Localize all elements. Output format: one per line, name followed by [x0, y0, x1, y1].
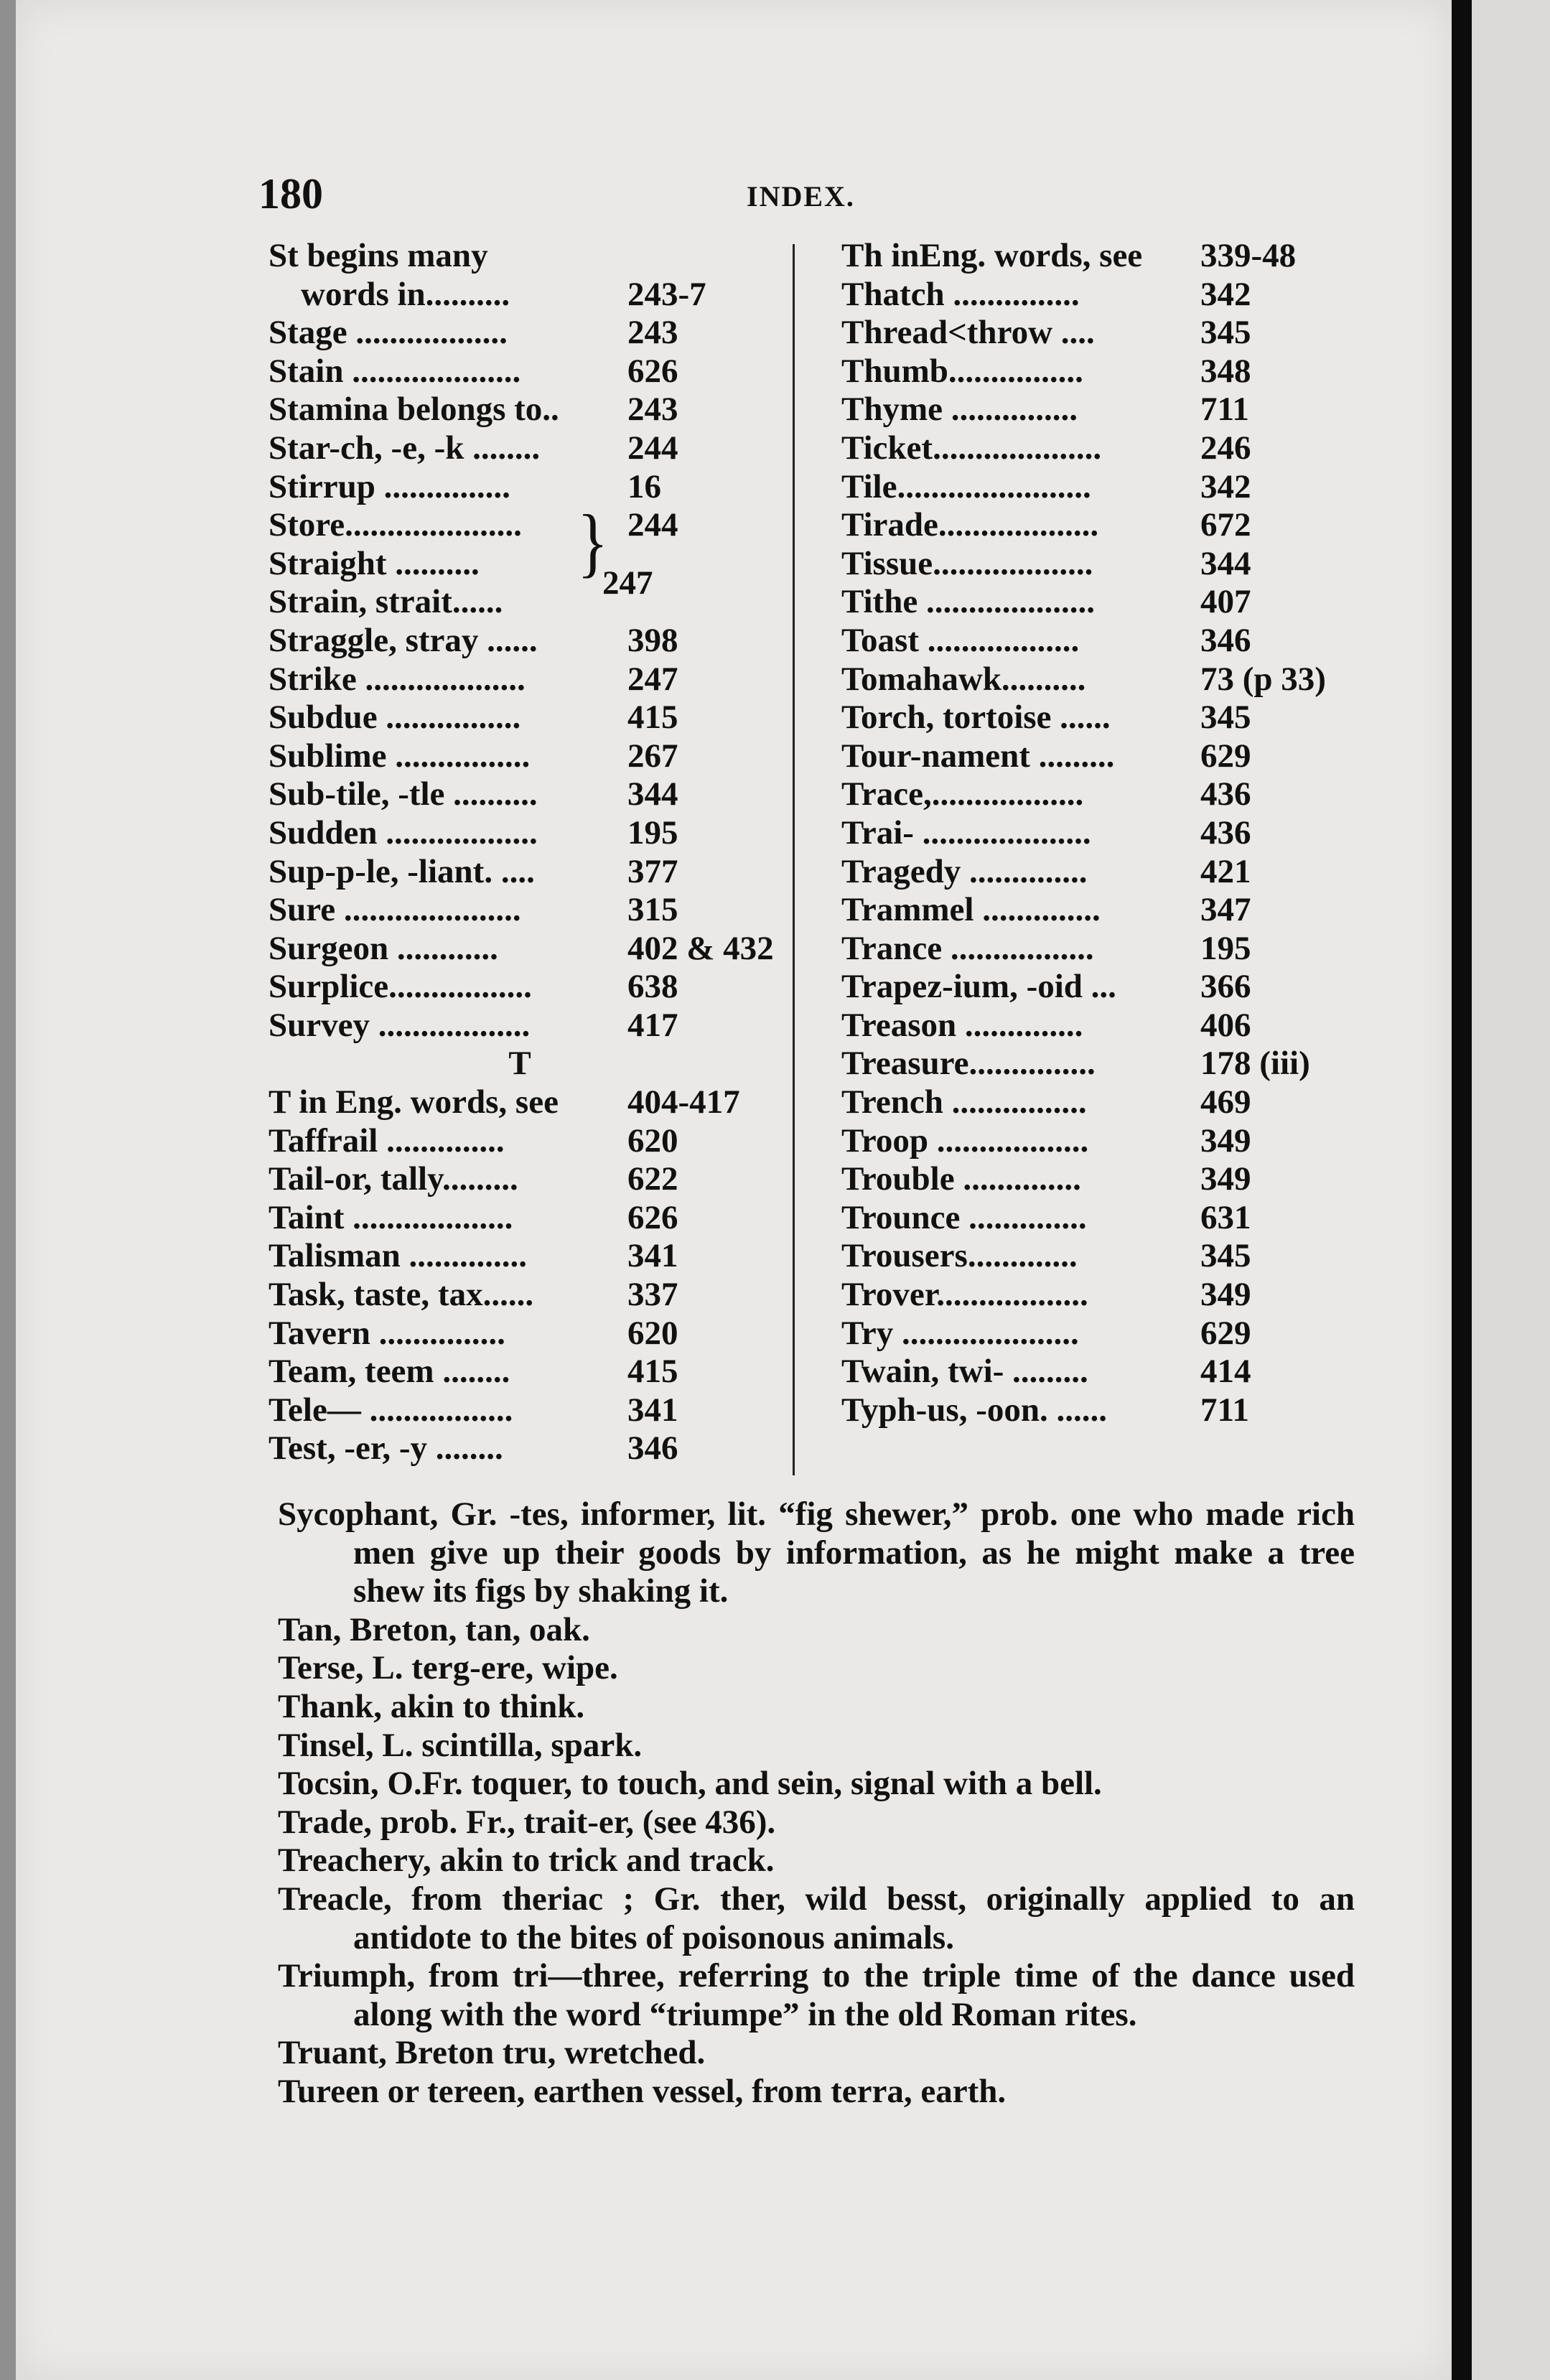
index-entry — [841, 699, 1358, 737]
index-term: Straight .......... — [269, 544, 480, 582]
note-paragraph: Tinsel, L. scintilla, spark. — [278, 1726, 643, 1764]
index-entry — [841, 1007, 1358, 1045]
index-term: Twain, twi- ......... — [841, 1353, 1088, 1391]
index-term: Test, -er, -y ........ — [269, 1429, 503, 1467]
index-page-ref: 417 — [627, 1006, 678, 1044]
index-page-ref: 342 — [1200, 275, 1251, 313]
index-page-ref: 349 — [1200, 1160, 1251, 1198]
running-title: INDEX. — [747, 180, 855, 213]
index-page-ref: 348 — [1200, 352, 1251, 390]
index-entry — [841, 276, 1358, 314]
index-entry — [269, 1007, 771, 1045]
index-entry — [269, 775, 771, 814]
index-entry — [269, 314, 771, 353]
index-entry — [269, 853, 771, 892]
page-number: 180 — [258, 170, 323, 218]
index-page-ref: 622 — [627, 1160, 678, 1198]
index-entry — [269, 391, 771, 429]
index-term: Torch, tortoise ...... — [841, 699, 1111, 737]
index-entry — [841, 583, 1358, 622]
index-page-ref: 629 — [1200, 737, 1251, 775]
index-entry — [841, 891, 1358, 930]
index-page-ref: 620 — [627, 1314, 678, 1352]
index-entry — [269, 661, 771, 699]
index-entry — [269, 468, 771, 507]
note-paragraph: Triumph, from tri—three, referring to the triple time of the dance used along with the word “triumpe” in the old Roman rites. — [278, 1957, 1355, 2033]
index-page-ref: 246 — [1200, 429, 1251, 467]
index-page-ref: 341 — [627, 1391, 678, 1429]
index-term: Treasure............... — [841, 1045, 1096, 1083]
index-page-ref: 377 — [627, 852, 678, 890]
index-term: Sup-p-le, -liant. .... — [269, 852, 535, 890]
index-entry — [269, 583, 771, 622]
index-term: Tile....................... — [841, 467, 1091, 505]
index-entry — [841, 314, 1358, 353]
index-entry — [841, 1315, 1358, 1353]
index-term: Sure ..................... — [269, 891, 521, 929]
index-page-ref: 247 — [602, 564, 653, 602]
index-term: Team, teem ........ — [269, 1353, 510, 1391]
index-page-ref: 178 (iii) — [1200, 1045, 1310, 1083]
index-term: Store..................... — [269, 506, 522, 544]
index-term: Trouble .............. — [841, 1160, 1081, 1198]
index-entry — [841, 237, 1358, 276]
index-page-ref: 404-417 — [627, 1083, 740, 1121]
index-entry — [269, 1045, 771, 1083]
index-page-ref: 672 — [1200, 506, 1251, 544]
index-entry — [269, 353, 771, 391]
index-term: words in.......... — [301, 275, 510, 313]
index-page-ref: 337 — [627, 1276, 678, 1314]
index-page-ref: 16 — [627, 467, 661, 505]
index-page-ref: 415 — [627, 1353, 678, 1391]
index-entry — [841, 814, 1358, 853]
index-entry — [269, 1160, 771, 1199]
index-page-ref: 244 — [627, 506, 678, 544]
index-term: Strain, strait...... — [269, 583, 503, 621]
index-entry — [841, 775, 1358, 814]
index-term: Treason .............. — [841, 1006, 1083, 1044]
index-page-ref: 247 — [627, 660, 678, 698]
index-entry — [269, 699, 771, 737]
index-page-ref: 436 — [1200, 775, 1251, 813]
index-page-ref: 243 — [627, 391, 678, 429]
index-term: Taint ................... — [269, 1198, 513, 1236]
index-term: Tele— ................. — [269, 1391, 513, 1429]
index-term: Straggle, stray ...... — [269, 621, 538, 659]
index-entry — [841, 429, 1358, 468]
index-page-ref: 344 — [627, 775, 678, 813]
index-term: Tragedy .............. — [841, 852, 1088, 890]
index-term: Stain .................... — [269, 352, 521, 390]
index-entry — [269, 929, 774, 969]
index-page-ref: 345 — [1200, 1237, 1251, 1275]
index-page-ref: 638 — [627, 968, 678, 1006]
index-term: Strike ................... — [269, 660, 526, 698]
index-page-ref: 421 — [1200, 852, 1251, 890]
index-term: Trench ................ — [841, 1083, 1087, 1121]
index-entry — [269, 968, 771, 1007]
index-page-ref: 415 — [627, 699, 678, 737]
index-term: Trapez-ium, -oid ... — [841, 968, 1116, 1006]
index-page-ref: 347 — [1200, 891, 1251, 929]
index-term: Task, taste, tax...... — [269, 1276, 534, 1314]
index-entry — [841, 661, 1358, 699]
index-entry — [269, 1429, 771, 1468]
index-page-ref: 631 — [1200, 1198, 1251, 1236]
index-entry — [841, 391, 1358, 429]
etymology-notes — [278, 1495, 1355, 2111]
index-page-ref: 349 — [1200, 1276, 1251, 1314]
index-term: Talisman .............. — [269, 1237, 527, 1275]
note-paragraph: Treacle, from theriac ; Gr. ther, wild besst, originally applied to an antidote to the bites of poisonous animals. — [278, 1880, 1355, 1956]
index-page-ref: 345 — [1200, 699, 1251, 737]
index-term: Toast .................. — [841, 621, 1080, 659]
index-term: Trance ................. — [841, 929, 1094, 967]
index-term: Tirade................... — [841, 506, 1099, 544]
index-page-ref: 626 — [627, 1198, 678, 1236]
index-column-right — [841, 237, 1358, 1429]
index-entry — [269, 1353, 771, 1391]
index-term: Sudden .................. — [269, 813, 538, 851]
index-page-ref: 346 — [1200, 621, 1251, 659]
index-page-ref: 711 — [1200, 391, 1249, 429]
index-term: Surgeon ............ — [269, 929, 498, 967]
index-page-ref: 346 — [627, 1429, 678, 1467]
index-term: Trover.................. — [841, 1276, 1088, 1314]
index-entry — [841, 1083, 1358, 1122]
index-entry — [841, 1276, 1358, 1315]
index-entry — [269, 891, 771, 930]
index-entry — [269, 737, 771, 776]
index-entry — [269, 1391, 771, 1430]
note-paragraph: Sycophant, Gr. -tes, informer, lit. “fig shewer,” prob. one who made rich men give up their goods by information, as he might make a tree shew its figs by shaking it. — [278, 1495, 1355, 1610]
index-entry — [269, 1315, 771, 1353]
index-page-ref: 73 (p 33) — [1200, 660, 1326, 698]
note-paragraph: Tan, Breton, tan, oak. — [278, 1610, 590, 1648]
index-entry — [269, 429, 771, 468]
index-page-ref: 629 — [1200, 1314, 1251, 1352]
index-term: Tissue................... — [841, 544, 1093, 582]
index-page-ref: 341 — [627, 1237, 678, 1275]
column-divider — [793, 244, 795, 1475]
index-entry — [841, 1122, 1358, 1161]
index-entry — [269, 237, 771, 276]
note-paragraph: Trade, prob. Fr., trait-er, (see 436). — [278, 1803, 776, 1841]
index-term: Tour-nament ......... — [841, 737, 1115, 775]
index-page-ref: 344 — [1200, 544, 1251, 582]
index-term: Subdue ................ — [269, 699, 521, 737]
index-entry — [269, 506, 771, 545]
index-entry — [841, 353, 1358, 391]
index-term: T — [508, 1045, 531, 1083]
index-term: Tomahawk.......... — [841, 660, 1086, 698]
note-paragraph: Tureen or tereen, earthen vessel, from terra, earth. — [278, 2072, 1007, 2110]
index-entry — [269, 276, 771, 314]
index-entry — [269, 1237, 771, 1276]
index-term: Stirrup ............... — [269, 467, 510, 505]
index-entry — [841, 1199, 1358, 1238]
index-term: Sub-tile, -tle .......... — [269, 775, 538, 813]
index-entry — [841, 545, 1358, 584]
note-paragraph: Truant, Breton tru, wretched. — [278, 2034, 706, 2072]
index-term: Trounce .............. — [841, 1198, 1087, 1236]
index-entry — [841, 853, 1358, 892]
index-term: Trace,.................. — [841, 775, 1084, 813]
index-term: Taffrail .............. — [269, 1121, 505, 1159]
index-page-ref: 349 — [1200, 1121, 1251, 1159]
index-entry — [841, 930, 1358, 969]
index-term: Sublime ................ — [269, 737, 531, 775]
index-term: Typh-us, -oon. ...... — [841, 1391, 1108, 1429]
index-term: Th inEng. words, see — [841, 237, 1143, 274]
index-page-ref: 414 — [1200, 1353, 1251, 1391]
index-entry — [841, 622, 1358, 661]
index-page-ref: 345 — [1200, 314, 1251, 352]
index-page-ref: 244 — [627, 429, 678, 467]
index-page-ref: 366 — [1200, 968, 1251, 1006]
index-term: Stage .................. — [269, 314, 508, 352]
index-term: Tithe .................... — [841, 583, 1095, 621]
index-column-left — [269, 237, 774, 1468]
index-term: Surplice................. — [269, 968, 532, 1006]
index-page-ref: 398 — [627, 621, 678, 659]
index-page-ref: 436 — [1200, 813, 1251, 851]
index-entry — [841, 737, 1358, 776]
index-page-ref: 626 — [627, 352, 678, 390]
index-term: Trammel .............. — [841, 891, 1101, 929]
index-term: Try ..................... — [841, 1314, 1079, 1352]
index-page-ref: 315 — [627, 891, 678, 929]
index-term: Tail-or, tally......... — [269, 1160, 518, 1198]
index-entry — [269, 1199, 771, 1238]
index-term: Thatch ............... — [841, 275, 1080, 313]
index-entry — [841, 1237, 1358, 1276]
index-term: Star-ch, -e, -k ........ — [269, 429, 541, 467]
grouping-brace: } — [577, 499, 609, 585]
note-paragraph: Treachery, akin to trick and track. — [278, 1842, 775, 1880]
index-entry — [841, 506, 1358, 545]
index-page-ref: 407 — [1200, 583, 1251, 621]
index-term: Stamina belongs to.. — [269, 391, 559, 429]
index-page-ref: 243 — [627, 314, 678, 352]
index-term: Survey .................. — [269, 1006, 531, 1044]
book-page — [16, 0, 1452, 2380]
index-entry — [841, 968, 1358, 1007]
index-term: Thread<throw .... — [841, 314, 1095, 352]
index-term: Tavern ............... — [269, 1314, 505, 1352]
note-paragraph: Thank, akin to think. — [278, 1687, 585, 1725]
index-page-ref: 620 — [627, 1121, 678, 1159]
index-term: Troop .................. — [841, 1121, 1089, 1159]
index-entry — [269, 1276, 771, 1315]
index-entry — [269, 1083, 771, 1122]
index-page-ref: 267 — [627, 737, 678, 775]
index-page-ref: 711 — [1200, 1391, 1249, 1429]
index-term: St begins many — [269, 237, 488, 274]
book-spine-shadow — [1452, 0, 1472, 2380]
note-paragraph: Tocsin, O.Fr. toquer, to touch, and sein, signal with a bell. — [278, 1765, 1102, 1803]
index-entry — [269, 622, 771, 661]
index-term: Thyme ............... — [841, 391, 1078, 429]
index-page-ref: 195 — [627, 813, 678, 851]
index-page-ref: 243-7 — [627, 275, 706, 313]
facing-page-edge — [1472, 0, 1550, 2380]
index-entry — [841, 1391, 1358, 1430]
index-entry — [841, 1353, 1358, 1391]
index-entry — [841, 1045, 1358, 1083]
index-term: Trousers............. — [841, 1237, 1078, 1275]
index-entry — [841, 468, 1358, 507]
index-term: T in Eng. words, see — [269, 1083, 559, 1121]
index-page-ref: 342 — [1200, 467, 1251, 505]
index-term: Ticket.................... — [841, 429, 1102, 467]
index-page-ref: 339-48 — [1200, 237, 1297, 274]
index-entry — [269, 1122, 771, 1161]
index-page-ref: 406 — [1200, 1006, 1251, 1044]
index-term: Thumb................ — [841, 352, 1083, 390]
note-paragraph: Terse, L. terg-ere, wipe. — [278, 1649, 618, 1687]
index-page-ref: 195 — [1200, 929, 1251, 967]
index-page-ref: 469 — [1200, 1083, 1251, 1121]
index-entry — [841, 1160, 1358, 1199]
index-term: Trai- .................... — [841, 813, 1091, 851]
index-page-ref: 402 & 432 — [627, 929, 774, 967]
index-entry — [269, 814, 771, 853]
